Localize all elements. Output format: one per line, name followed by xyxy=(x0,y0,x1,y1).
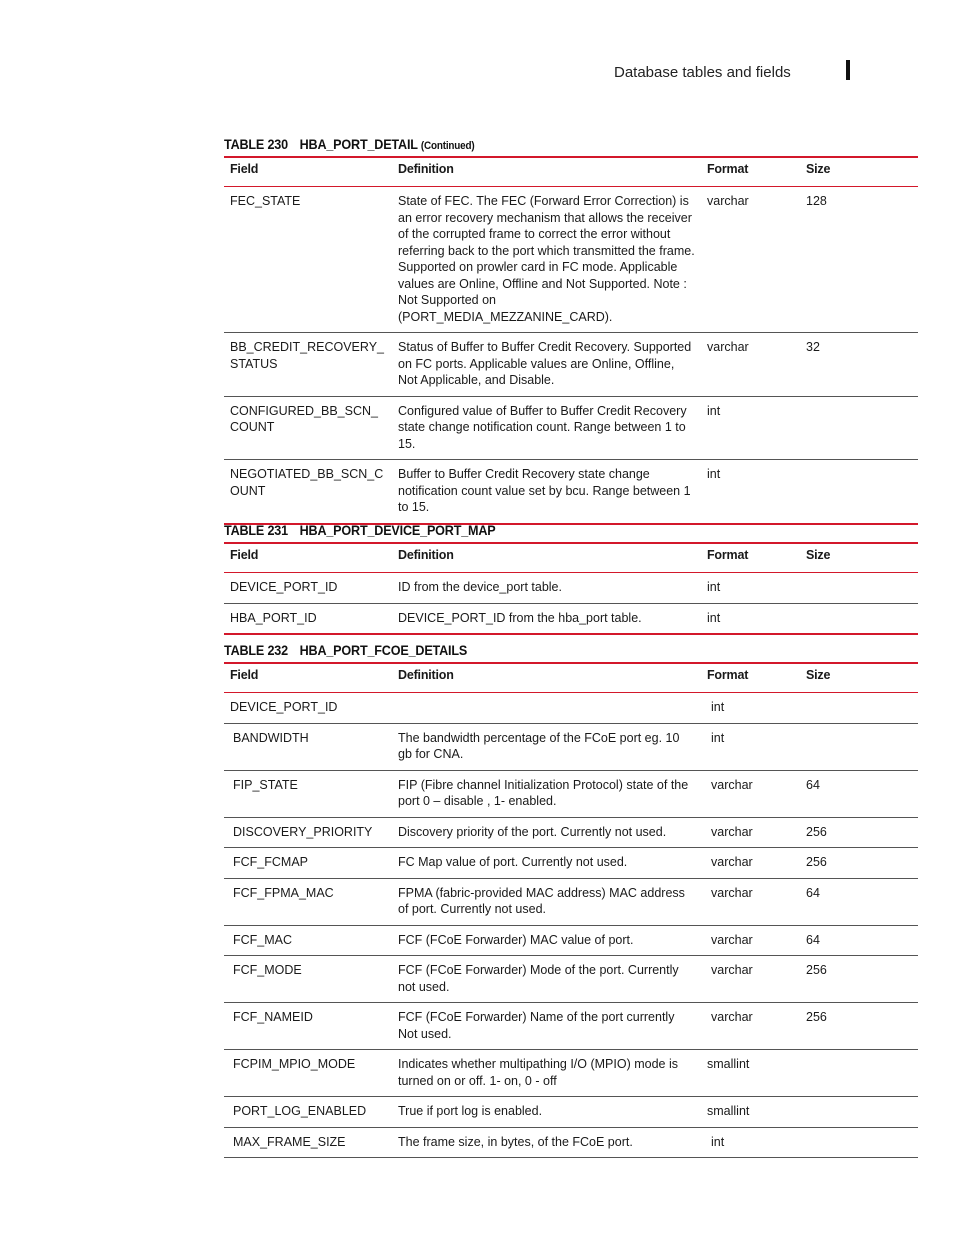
table-title: HBA_PORT_FCOE_DETAILS xyxy=(299,642,468,658)
table-row xyxy=(224,925,918,956)
cell-definition: Configured value of Buffer to Buffer Credit Recovery state change notification count. Range between 1 to 15. xyxy=(392,396,701,460)
table-231 xyxy=(224,542,918,635)
cell-format: varchar xyxy=(701,848,800,879)
cell-format: varchar xyxy=(701,187,800,333)
cell-field: BANDWIDTH xyxy=(224,723,392,770)
table-row xyxy=(224,187,918,333)
table-number: TABLE 232 xyxy=(224,642,288,658)
col-header-size: Size xyxy=(800,543,918,573)
cell-size: 64 xyxy=(800,878,918,925)
cell-format: int xyxy=(701,396,800,460)
table-232-section xyxy=(224,642,870,1158)
cell-definition: FIP (Fibre channel Initialization Protocol) state of the port 0 – disable , 1- enabled. xyxy=(392,770,701,817)
table-row xyxy=(224,693,918,724)
table-row xyxy=(224,573,918,604)
table-row xyxy=(224,460,918,524)
cell-size: 256 xyxy=(800,956,918,1003)
cell-size xyxy=(800,603,918,634)
table-number: TABLE 231 xyxy=(224,522,288,538)
cell-size xyxy=(800,1097,918,1128)
cell-format: smallint xyxy=(701,1097,800,1128)
header-row xyxy=(224,157,918,187)
table-row xyxy=(224,848,918,879)
col-header-field: Field xyxy=(224,157,392,187)
cell-field: CONFIGURED_BB_SCN_COUNT xyxy=(224,396,392,460)
cell-field: FCF_NAMEID xyxy=(224,1003,392,1050)
cell-field: FCF_MODE xyxy=(224,956,392,1003)
table-row xyxy=(224,396,918,460)
cell-definition: True if port log is enabled. xyxy=(392,1097,701,1128)
table-caption xyxy=(224,522,805,542)
col-header-definition: Definition xyxy=(392,663,701,693)
cell-format: varchar xyxy=(701,770,800,817)
header-row xyxy=(224,543,918,573)
cell-size xyxy=(800,693,918,724)
cell-field: MAX_FRAME_SIZE xyxy=(224,1127,392,1158)
cell-format: varchar xyxy=(701,956,800,1003)
table-row xyxy=(224,878,918,925)
col-header-format: Format xyxy=(701,543,800,573)
table-232 xyxy=(224,662,918,1158)
cell-field: FCPIM_MPIO_MODE xyxy=(224,1050,392,1097)
cell-size: 256 xyxy=(800,1003,918,1050)
table-continued: (Continued) xyxy=(420,140,475,152)
cell-format: varchar xyxy=(701,817,800,848)
cell-field: FEC_STATE xyxy=(224,187,392,333)
table-row xyxy=(224,1097,918,1128)
cell-format: smallint xyxy=(701,1050,800,1097)
table-caption xyxy=(224,136,805,156)
table-row xyxy=(224,770,918,817)
header-bar xyxy=(846,60,850,80)
cell-size: 256 xyxy=(800,848,918,879)
cell-format: int xyxy=(701,460,800,524)
cell-format: int xyxy=(701,1127,800,1158)
cell-field: HBA_PORT_ID xyxy=(224,603,392,634)
cell-size xyxy=(800,1127,918,1158)
cell-format: int xyxy=(701,603,800,634)
table-title: HBA_PORT_DETAIL xyxy=(299,136,418,152)
col-header-field: Field xyxy=(224,663,392,693)
col-header-size: Size xyxy=(800,663,918,693)
table-row xyxy=(224,723,918,770)
cell-format: int xyxy=(701,573,800,604)
cell-field: DEVICE_PORT_ID xyxy=(224,693,392,724)
cell-definition: Status of Buffer to Buffer Credit Recovery. Supported on FC ports. Applicable values are Online, Offline, Not Applicable, and Disable. xyxy=(392,333,701,397)
cell-field: FCF_FPMA_MAC xyxy=(224,878,392,925)
cell-definition: State of FEC. The FEC (Forward Error Correction) is an error recovery mechanism that allows the receiver of the corrupted frame to correct the error without referring back to the port which transmitted the frame. Supported on prowler card in FC mode. Applicable values are Online, Offline and Not Supported. Note : Not Supported on (PORT_MEDIA_MEZZANINE_CARD). xyxy=(392,187,701,333)
cell-size: 256 xyxy=(800,817,918,848)
cell-format: int xyxy=(701,723,800,770)
col-header-size: Size xyxy=(800,157,918,187)
cell-field: BB_CREDIT_RECOVERY_STATUS xyxy=(224,333,392,397)
cell-size: 128 xyxy=(800,187,918,333)
cell-definition: Indicates whether multipathing I/O (MPIO) mode is turned on or off. 1- on, 0 - off xyxy=(392,1050,701,1097)
cell-definition: Buffer to Buffer Credit Recovery state change notification count value set by bcu. Range between 1 to 15. xyxy=(392,460,701,524)
cell-size xyxy=(800,573,918,604)
cell-field: NEGOTIATED_BB_SCN_COUNT xyxy=(224,460,392,524)
cell-format: int xyxy=(701,693,800,724)
running-head: Database tables and fields xyxy=(614,64,791,81)
cell-size xyxy=(800,1050,918,1097)
table-231-section xyxy=(224,522,870,635)
cell-definition: DEVICE_PORT_ID from the hba_port table. xyxy=(392,603,701,634)
cell-definition: Discovery priority of the port. Currently not used. xyxy=(392,817,701,848)
cell-field: PORT_LOG_ENABLED xyxy=(224,1097,392,1128)
col-header-format: Format xyxy=(701,663,800,693)
table-230 xyxy=(224,156,918,525)
table-row xyxy=(224,333,918,397)
table-caption xyxy=(224,642,805,662)
cell-size: 64 xyxy=(800,925,918,956)
cell-definition: FPMA (fabric-provided MAC address) MAC address of port. Currently not used. xyxy=(392,878,701,925)
cell-size xyxy=(800,396,918,460)
table-row xyxy=(224,1050,918,1097)
cell-format: varchar xyxy=(701,1003,800,1050)
table-row xyxy=(224,603,918,634)
cell-field: DISCOVERY_PRIORITY xyxy=(224,817,392,848)
table-number: TABLE 230 xyxy=(224,136,288,152)
cell-definition: FCF (FCoE Forwarder) Name of the port currently Not used. xyxy=(392,1003,701,1050)
table-row xyxy=(224,1003,918,1050)
cell-field: DEVICE_PORT_ID xyxy=(224,573,392,604)
cell-definition: FCF (FCoE Forwarder) MAC value of port. xyxy=(392,925,701,956)
col-header-format: Format xyxy=(701,157,800,187)
cell-definition: FC Map value of port. Currently not used. xyxy=(392,848,701,879)
cell-format: varchar xyxy=(701,878,800,925)
table-row xyxy=(224,817,918,848)
cell-size: 32 xyxy=(800,333,918,397)
cell-size xyxy=(800,723,918,770)
cell-definition: The bandwidth percentage of the FCoE port eg. 10 gb for CNA. xyxy=(392,723,701,770)
cell-definition xyxy=(392,693,701,724)
cell-definition: ID from the device_port table. xyxy=(392,573,701,604)
cell-format: varchar xyxy=(701,925,800,956)
header-row xyxy=(224,663,918,693)
cell-definition: FCF (FCoE Forwarder) Mode of the port. Currently not used. xyxy=(392,956,701,1003)
table-title: HBA_PORT_DEVICE_PORT_MAP xyxy=(299,522,496,538)
cell-field: FCF_FCMAP xyxy=(224,848,392,879)
page-header xyxy=(0,0,954,100)
table-row xyxy=(224,1127,918,1158)
table-row xyxy=(224,956,918,1003)
col-header-field: Field xyxy=(224,543,392,573)
cell-field: FCF_MAC xyxy=(224,925,392,956)
col-header-definition: Definition xyxy=(392,157,701,187)
cell-size xyxy=(800,460,918,524)
cell-size: 64 xyxy=(800,770,918,817)
col-header-definition: Definition xyxy=(392,543,701,573)
table-230-section xyxy=(224,136,870,525)
cell-format: varchar xyxy=(701,333,800,397)
cell-field: FIP_STATE xyxy=(224,770,392,817)
cell-definition: The frame size, in bytes, of the FCoE port. xyxy=(392,1127,701,1158)
